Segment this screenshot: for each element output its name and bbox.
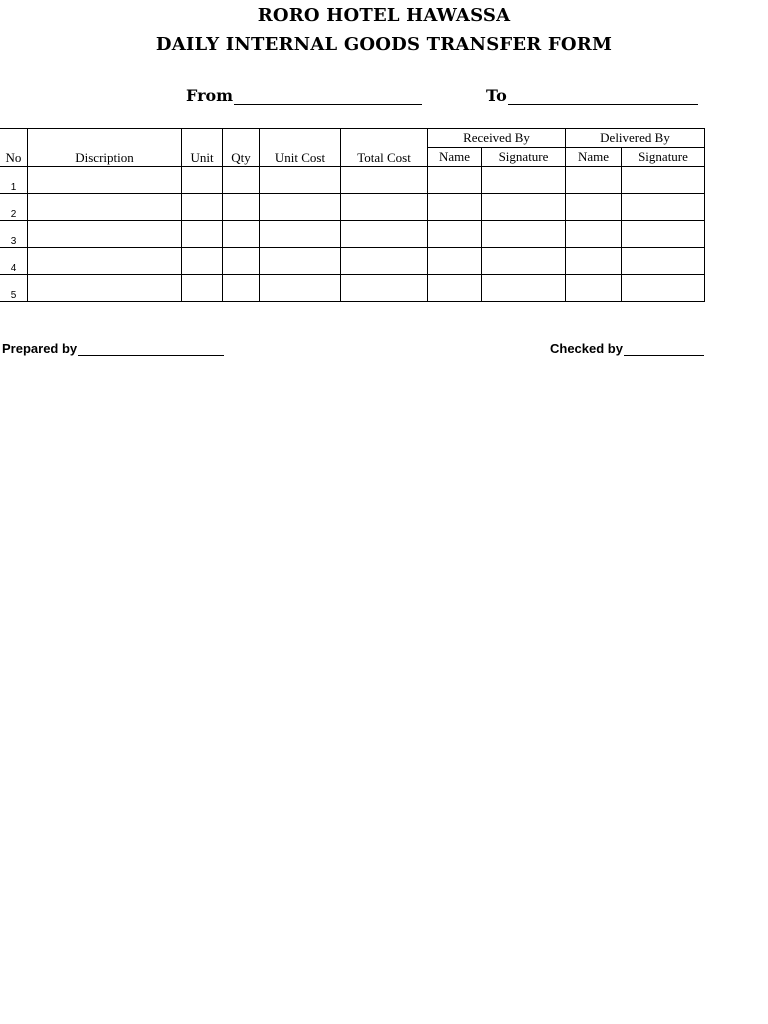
prepared-by-label: Prepared by (2, 341, 78, 356)
cell-delivered-name[interactable] (566, 221, 622, 248)
table-row (0, 275, 705, 302)
row-number: 2 (0, 194, 28, 221)
cell-delivered-signature[interactable] (622, 167, 705, 194)
cell-description[interactable] (28, 221, 182, 248)
cell-description[interactable] (28, 275, 182, 302)
to-field (486, 86, 698, 105)
cell-unit-cost[interactable] (260, 194, 341, 221)
cell-unit-cost[interactable] (260, 248, 341, 275)
col-no: No (0, 129, 28, 167)
cell-delivered-signature[interactable] (622, 248, 705, 275)
cell-delivered-signature[interactable] (622, 275, 705, 302)
row-number: 4 (0, 248, 28, 275)
cell-delivered-signature[interactable] (622, 194, 705, 221)
checked-by-field (550, 341, 704, 356)
prepared-by-blank-line[interactable] (78, 343, 224, 356)
cell-total-cost[interactable] (341, 275, 428, 302)
cell-total-cost[interactable] (341, 194, 428, 221)
cell-description[interactable] (28, 248, 182, 275)
table-row (0, 194, 705, 221)
cell-description[interactable] (28, 167, 182, 194)
checked-by-label: Checked by (550, 341, 623, 356)
col-qty: Qty (223, 129, 260, 167)
cell-total-cost[interactable] (341, 248, 428, 275)
from-blank-line[interactable] (234, 92, 422, 105)
cell-received-name[interactable] (428, 248, 482, 275)
form-title: DAILY INTERNAL GOODS TRANSFER FORM (155, 34, 613, 55)
transfer-table (0, 128, 705, 302)
cell-unit[interactable] (182, 167, 223, 194)
cell-received-signature[interactable] (482, 167, 566, 194)
cell-received-name[interactable] (428, 275, 482, 302)
cell-qty[interactable] (223, 275, 260, 302)
cell-received-name[interactable] (428, 167, 482, 194)
col-delivered-name: Name (566, 148, 622, 167)
from-field (186, 86, 422, 105)
col-total-cost: Total Cost (341, 129, 428, 167)
cell-unit-cost[interactable] (260, 221, 341, 248)
table-row (0, 167, 705, 194)
cell-unit[interactable] (182, 248, 223, 275)
row-number: 5 (0, 275, 28, 302)
cell-unit-cost[interactable] (260, 275, 341, 302)
cell-delivered-name[interactable] (566, 275, 622, 302)
cell-qty[interactable] (223, 167, 260, 194)
row-number: 3 (0, 221, 28, 248)
col-received-name: Name (428, 148, 482, 167)
cell-unit[interactable] (182, 275, 223, 302)
cell-delivered-signature[interactable] (622, 221, 705, 248)
cell-total-cost[interactable] (341, 221, 428, 248)
table-row (0, 248, 705, 275)
col-unit: Unit (182, 129, 223, 167)
cell-description[interactable] (28, 194, 182, 221)
to-blank-line[interactable] (508, 92, 698, 105)
table-row (0, 221, 705, 248)
col-received-by: Received By (428, 129, 566, 148)
cell-qty[interactable] (223, 194, 260, 221)
cell-unit-cost[interactable] (260, 167, 341, 194)
checked-by-blank-line[interactable] (624, 343, 704, 356)
col-delivered-signature: Signature (622, 148, 705, 167)
row-number: 1 (0, 167, 28, 194)
cell-delivered-name[interactable] (566, 248, 622, 275)
cell-unit[interactable] (182, 221, 223, 248)
prepared-by-field (2, 341, 224, 356)
cell-received-name[interactable] (428, 194, 482, 221)
col-received-signature: Signature (482, 148, 566, 167)
cell-received-signature[interactable] (482, 248, 566, 275)
cell-received-signature[interactable] (482, 221, 566, 248)
cell-qty[interactable] (223, 221, 260, 248)
cell-qty[interactable] (223, 248, 260, 275)
to-label: To (486, 86, 507, 105)
cell-received-signature[interactable] (482, 275, 566, 302)
cell-delivered-name[interactable] (566, 194, 622, 221)
cell-received-name[interactable] (428, 221, 482, 248)
col-description: Discription (28, 129, 182, 167)
cell-delivered-name[interactable] (566, 167, 622, 194)
cell-unit[interactable] (182, 194, 223, 221)
col-delivered-by: Delivered By (566, 129, 705, 148)
from-label: From (186, 86, 234, 105)
cell-received-signature[interactable] (482, 194, 566, 221)
col-unit-cost: Unit Cost (260, 129, 341, 167)
cell-total-cost[interactable] (341, 167, 428, 194)
hotel-name: RORO HOTEL HAWASSA (257, 5, 511, 26)
